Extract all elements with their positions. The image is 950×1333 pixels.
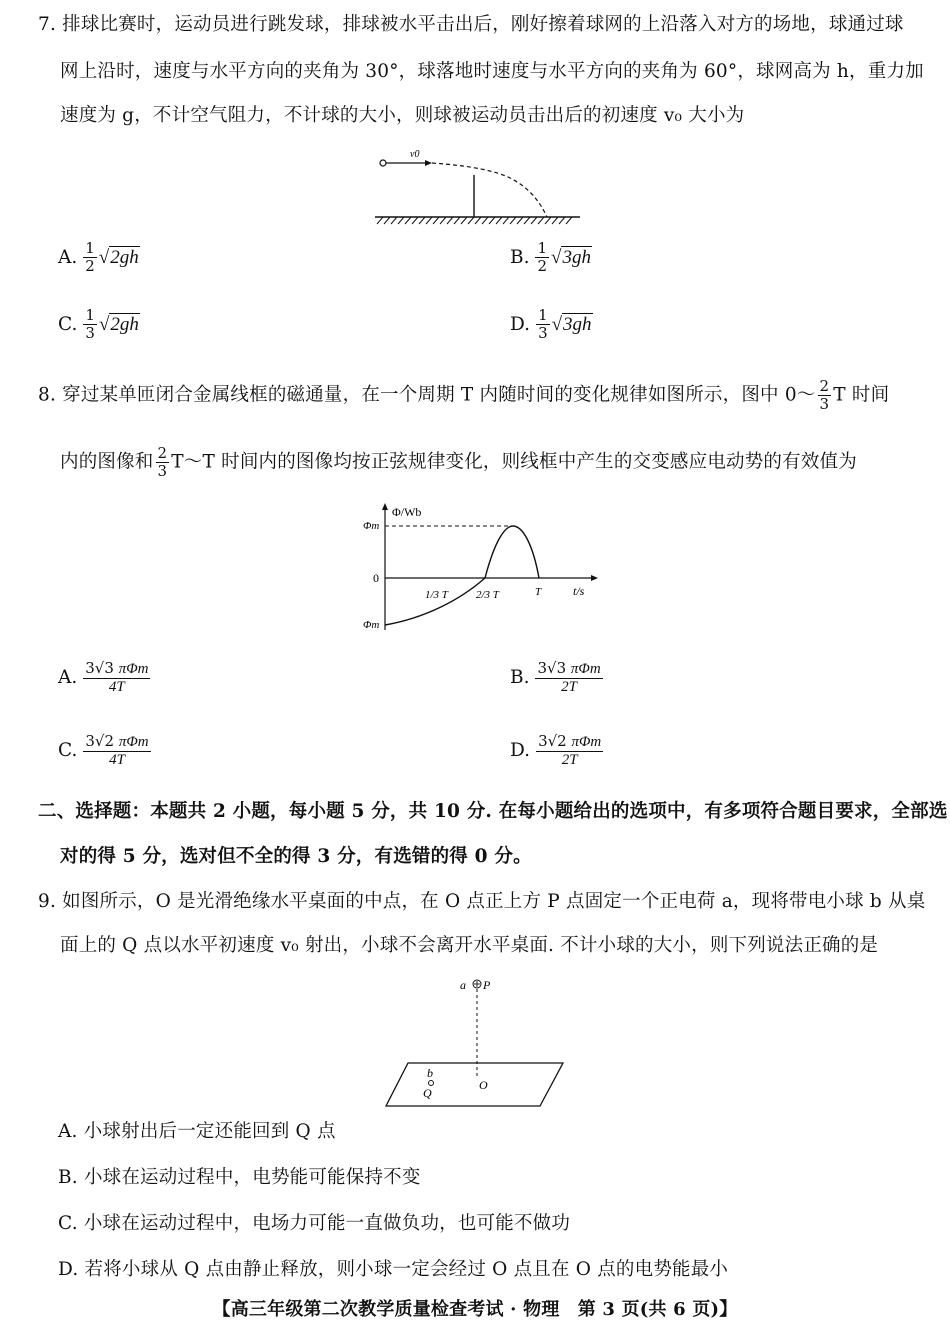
q8-text-line2: 内的图像和 $\frac{2}{3}$ T～T 时间内的图像均按正弦规律变化，则线框中产生的交变感应电动势的有效值为: [60, 444, 857, 480]
q9-option-a[interactable]: A. 小球射出后一定还能回到 Q 点: [58, 1121, 336, 1142]
curve-second-segment: [485, 526, 539, 578]
q8-option-d[interactable]: D. $\frac{\text{3√2 πΦm}}{2T}$: [510, 732, 602, 768]
charge-a-label: a: [460, 978, 466, 992]
y-axis-label: Φ/Wb: [392, 505, 422, 519]
q8-text-line1: 8. 穿过某单匝闭合金属线框的磁通量，在一个周期 T 内随时间的变化规律如图所示，图中 0～ $\frac{2}{3}$ T 时间: [38, 377, 890, 413]
q7-option-b[interactable]: B. $\frac{1}{2}$ √3gh: [510, 239, 591, 275]
section2-instructions-line1: 二、选择题：本题共 2 小题，每小题 5 分，共 10 分. 在每小题给出的选项中，有多项符合题目要求，全部选: [38, 801, 948, 822]
section2-instructions-line2: 对的得 5 分，选对但不全的得 3 分，有选错的得 0 分。: [60, 846, 532, 867]
q9-text-line2: 面上的 Q 点以水平初速度 v₀ 射出，小球不会离开水平桌面. 不计小球的大小，则下列说法正确的是: [60, 935, 879, 956]
table-surface: [386, 1063, 563, 1106]
v0-label: v0: [410, 149, 420, 160]
ball-icon: [380, 160, 386, 166]
q7-option-c[interactable]: C. $\frac{1}{3}$ √2gh: [58, 306, 139, 342]
ground-hatch: [377, 217, 572, 224]
flux-time-graph: [355, 500, 605, 640]
ball-b-icon: [429, 1081, 434, 1086]
q7-text-line3: 速度为 g，不计空气阻力，不计球的大小，则球被运动员击出后的初速度 v₀ 大小为: [60, 105, 745, 126]
x-axis-label: t/s: [573, 584, 585, 598]
origin-label: 0: [373, 571, 379, 585]
q9-text-line1: 9. 如图所示，O 是光滑绝缘水平桌面的中点，在 O 点正上方 P 点固定一个正电荷 a，现将带电小球 b 从桌: [38, 891, 926, 912]
tick-t: T: [535, 586, 542, 598]
point-o-label: O: [479, 1078, 488, 1092]
phi-m-bottom-label: Φm: [363, 619, 380, 631]
y-axis-arrow-icon: [382, 503, 388, 510]
point-q-label: Q: [423, 1086, 432, 1100]
trajectory-curve: [432, 163, 547, 217]
q7-text-line2: 网上沿时，速度与水平方向的夹角为 30°，球落地时速度与水平方向的夹角为 60°，球网高为 h，重力加: [60, 61, 924, 82]
phi-m-top-label: Φm: [363, 520, 380, 532]
charge-table-figure: [380, 970, 580, 1110]
q7-option-d[interactable]: D. $\frac{1}{3}$ √3gh: [510, 306, 592, 342]
q9-option-c[interactable]: C. 小球在运动过程中，电场力可能一直做负功，也可能不做功: [58, 1213, 571, 1234]
volleyball-trajectory-figure: [370, 145, 590, 230]
q8-option-c[interactable]: C. $\frac{\text{3√2 πΦm}}{4T}$: [58, 732, 149, 768]
q8-option-a[interactable]: A. $\frac{\text{3√3 πΦm}}{4T}$: [58, 659, 149, 695]
tick-two-third-t: 2/3 T: [476, 589, 499, 601]
q9-option-b[interactable]: B. 小球在运动过程中，电势能可能保持不变: [58, 1167, 421, 1188]
tick-one-third-t: 1/3 T: [425, 589, 448, 601]
curve-first-segment: [385, 578, 485, 625]
arrow-head-icon: [425, 160, 432, 166]
q9-option-d[interactable]: D. 若将小球从 Q 点由静止释放，则小球一定会经过 O 点且在 O 点的电势能最小: [58, 1259, 729, 1280]
q7-option-a[interactable]: A. $\frac{1}{2}$ √2gh: [58, 239, 139, 275]
q8-option-b[interactable]: B. $\frac{\text{3√3 πΦm}}{2T}$: [510, 659, 601, 695]
x-axis-arrow-icon: [591, 575, 598, 581]
q7-text-line1: 7. 排球比赛时，运动员进行跳发球，排球被水平击出后，刚好擦着球网的上沿落入对方的场地，球通过球: [38, 14, 904, 35]
point-p-label: P: [483, 978, 491, 992]
page-footer: 【高三年级第二次教学质量检查考试 · 物理 第 3 页(共 6 页)】: [212, 1299, 738, 1320]
ball-b-label: b: [427, 1066, 433, 1080]
